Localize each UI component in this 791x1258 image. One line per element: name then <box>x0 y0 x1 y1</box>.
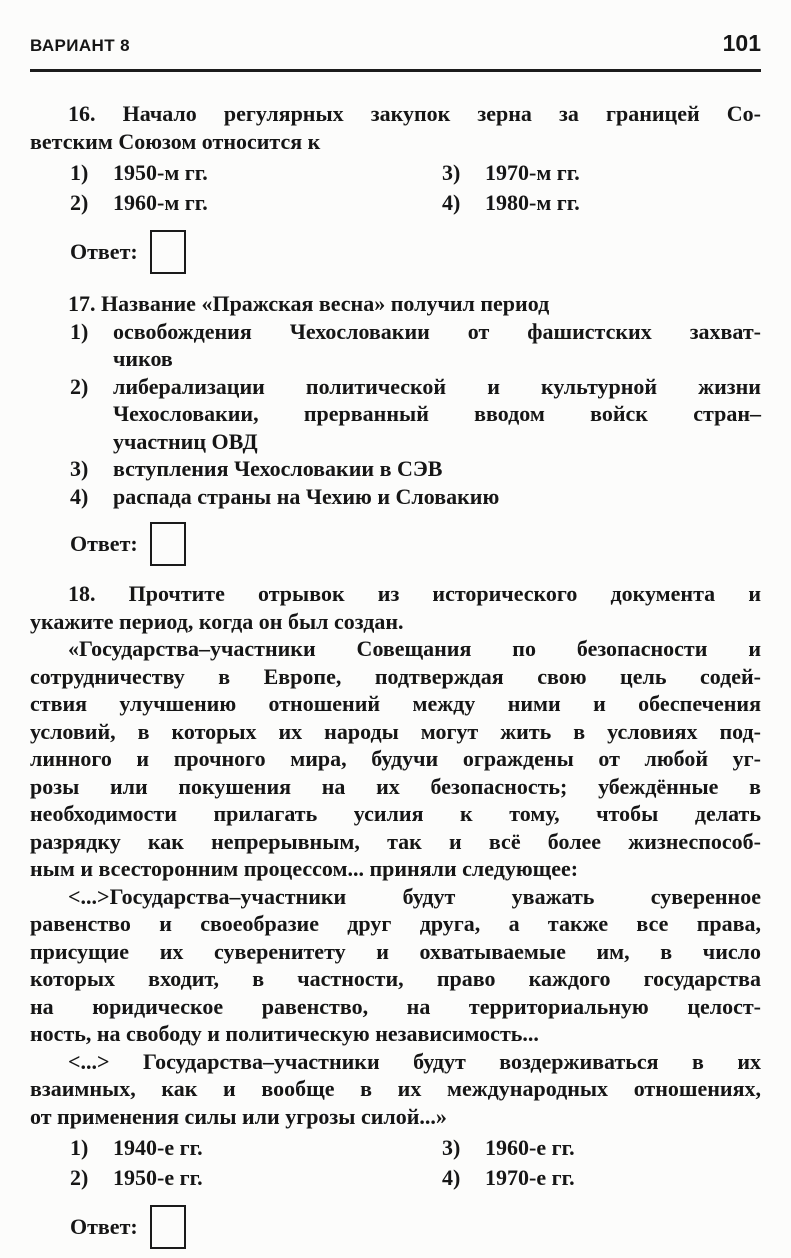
answer-label: Ответ: <box>70 239 138 265</box>
question-16-answer-box[interactable] <box>150 230 186 274</box>
option-16-4 <box>442 188 761 218</box>
option-number: 3) <box>442 160 461 185</box>
question-18-stem-line: укажите период, когда он был создан. <box>30 608 404 634</box>
option-number: 3) <box>70 456 89 481</box>
question-18-answer-row <box>70 1203 761 1251</box>
option-number: 1) <box>70 318 89 344</box>
variant-title: ВАРИАНТ 8 <box>30 36 130 55</box>
question-17-stem-line: 17. Название «Пражская весна» получил период <box>68 291 550 316</box>
question-18-stem-line: 18. Прочтите отрывок из исторического документа и <box>68 581 761 606</box>
answer-label: Ответ: <box>70 1214 138 1240</box>
quote-paragraph: «Государства–участники Совещания по безопасности и сотрудничеству в Европе, подтверждая свою цель содей- ствия улучшению отношений между ними и обеспечения условий, в которых их народы могут жить в условиях под- линного и прочного мира, будучи ограждены от любой уг- розы или покушения на их безопасность; убеждённые в необходимости прилагать усилия к тому, чтобы делать разрядку как непрерывным, так и всё более жизнеспособ- ным и всесторонним процессом... приняли следующее: <box>30 636 761 881</box>
option-number: 4) <box>70 483 89 509</box>
option-number: 2) <box>70 1165 89 1190</box>
question-16-stem <box>30 100 761 155</box>
option-18-2 <box>70 1163 442 1193</box>
option-number: 1) <box>70 160 89 185</box>
question-16-stem-line: ветским Союзом относится к <box>30 128 321 154</box>
option-text: 1960-е гг. <box>485 1135 575 1160</box>
option-18-3 <box>442 1133 761 1163</box>
option-number: 3) <box>442 1135 461 1160</box>
question-18-document-quote <box>30 635 761 1130</box>
option-number: 2) <box>70 373 89 399</box>
option-text: 1970-м гг. <box>485 160 580 185</box>
question-16-answer-row <box>70 228 761 276</box>
option-text: 1970-е гг. <box>485 1165 575 1190</box>
option-18-1 <box>70 1133 442 1163</box>
option-16-3 <box>442 158 761 188</box>
option-number: 2) <box>70 190 89 215</box>
option-16-1 <box>70 158 442 188</box>
option-text: 1960-м гг. <box>113 190 208 215</box>
question-16-options <box>70 158 761 218</box>
option-text: распада страны на Чехию и Словакию <box>113 483 500 509</box>
option-18-4 <box>442 1163 761 1193</box>
option-text: 1950-е гг. <box>113 1165 203 1190</box>
option-16-2 <box>70 188 442 218</box>
option-17-4 <box>70 483 761 511</box>
option-17-1 <box>70 318 761 373</box>
question-18-stem <box>30 580 761 635</box>
page-number: 101 <box>722 30 761 56</box>
question-17-answer-box[interactable] <box>150 522 186 566</box>
question-17-answer-row <box>70 520 761 568</box>
option-text: 1950-м гг. <box>113 160 208 185</box>
option-17-3 <box>70 455 761 483</box>
question-16-stem-line: 16. Начало регулярных закупок зерна за границей Со- <box>68 101 761 126</box>
quote-paragraph: <...>Государства–участники будут уважать суверенное равенство и своеобразие друг друга, а также все права, присущие их суверенитету и охватываемые им, в число которых входит, в частности, право каждого государства на юридическое равенство, на территориальную целост- ность, на свободу и политическую независимость... <box>30 883 761 1046</box>
option-number: 1) <box>70 1135 89 1160</box>
option-number: 4) <box>442 190 461 215</box>
option-text: освобождения Чехословакии от фашистских захват- чиков <box>113 318 761 371</box>
option-17-2 <box>70 373 761 456</box>
page-content <box>30 100 761 1251</box>
option-number: 4) <box>442 1165 461 1190</box>
question-18-answer-box[interactable] <box>150 1205 186 1249</box>
question-17-stem <box>30 290 761 318</box>
question-18-options <box>70 1133 761 1193</box>
page-header <box>30 30 761 72</box>
quote-paragraph: <...> Государства–участники будут воздерживаться в их взаимных, как и вообще в их международных отношениях, от применения силы или угрозы силой...» <box>30 1048 761 1129</box>
answer-label: Ответ: <box>70 531 138 557</box>
option-text: 1980-м гг. <box>485 190 580 215</box>
option-text: 1940-е гг. <box>113 1135 203 1160</box>
option-text: либерализации политической и культурной жизни Чехословакии, прерванный вводом войск стран– участниц ОВД <box>113 373 761 454</box>
option-text: вступления Чехословакии в СЭВ <box>113 456 443 481</box>
question-17-options <box>70 318 761 511</box>
